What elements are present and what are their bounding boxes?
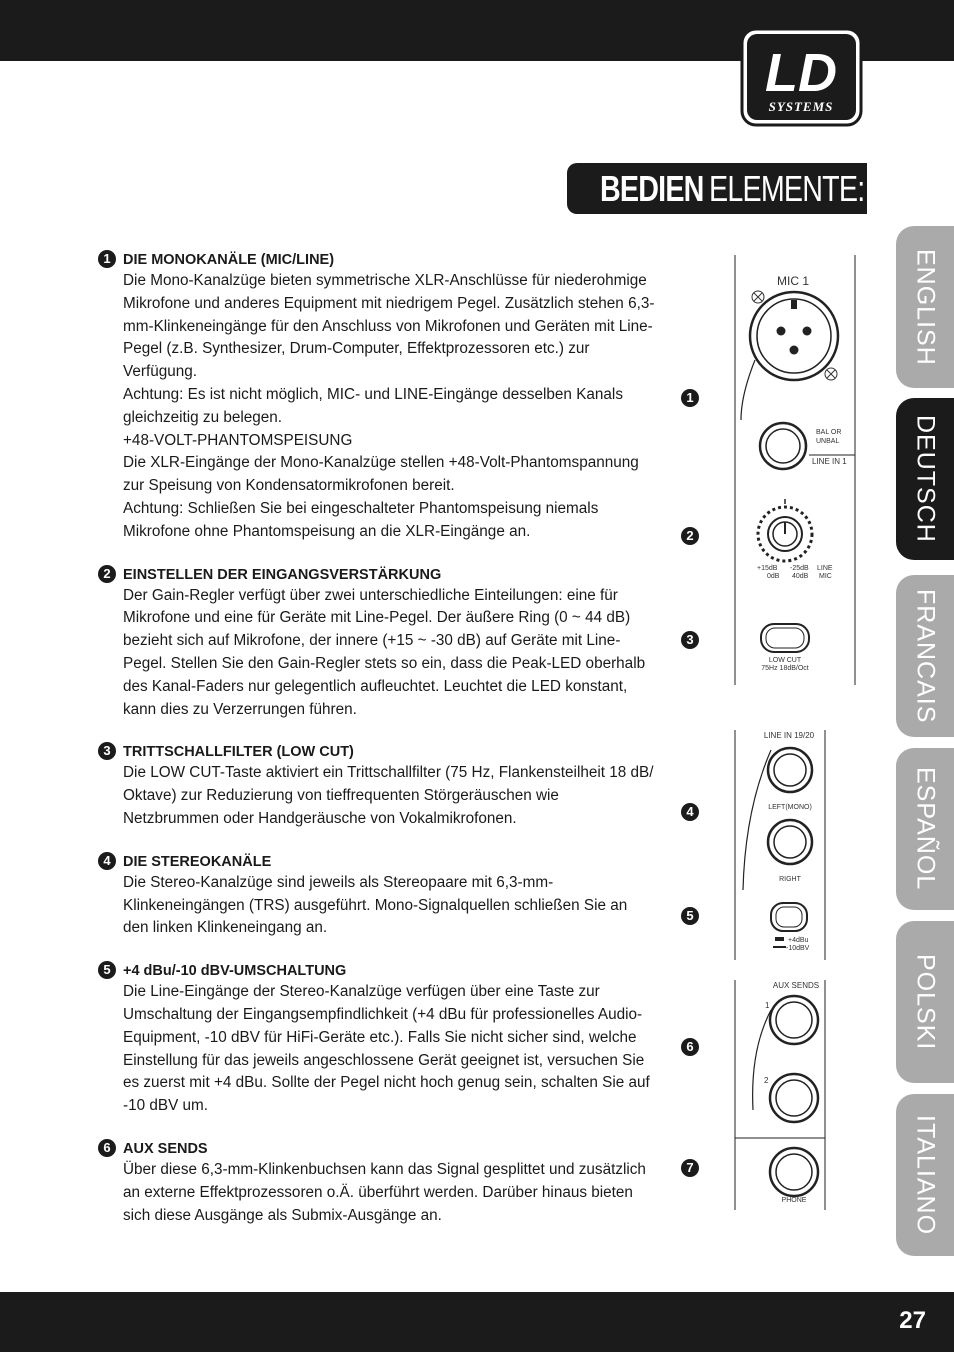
left-jack-icon <box>768 748 812 792</box>
low-cut-label-1: LOW CUT <box>768 657 802 664</box>
section-number: 5 <box>98 961 116 979</box>
svg-text:SYSTEMS: SYSTEMS <box>768 99 834 114</box>
gain-left-2: 0dB <box>767 573 780 580</box>
section-paragraph: Über diese 6,3-mm-Klinkenbuchsen kann das Signal gesplittet und zusätzlich an externe Effektprozessoren o.Ä. überführt werden. Darüber hinaus bieten sich diese Ausgänge als Submix-Ausgänge an. <box>123 1160 646 1224</box>
section-paragraph: Die Mono-Kanalzüge bieten symmetrische XLR-Anschlüsse für niederohmige Mikrofone und anderes Equipment mit niedrigem Pegel. Zusätzlich stehen 6,3-mm-Klinkeneingänge für den Anschluss von Mikrofonen und Geräten mit Line-Pegel (z.B. Synthesizer, Drum-Computer, Effektprozessoren etc.) zur Verfügung. <box>123 272 655 381</box>
stereo-label: LINE IN 19/20 <box>763 731 815 740</box>
switch-up-icon <box>775 937 784 941</box>
gain-right-1: LINE <box>817 565 833 572</box>
aux-1-jack-icon <box>770 996 818 1044</box>
panel-diagram-drawing <box>675 250 865 1220</box>
section-number: 4 <box>98 852 116 870</box>
section-mono-channels <box>96 250 656 544</box>
page-title <box>567 163 867 214</box>
line-in-label: LINE IN 1 <box>812 457 847 466</box>
mic-label: MIC 1 <box>776 274 810 288</box>
gain-mid-1: -25dB <box>790 565 809 572</box>
tab-espanol-label: ESPAÑOL <box>911 767 940 891</box>
ld-systems-logo <box>740 27 863 127</box>
tab-polski[interactable] <box>896 921 954 1083</box>
line-jack-icon <box>760 423 806 469</box>
tab-francais[interactable] <box>896 575 954 737</box>
aux-sends-label: AUX SENDS <box>772 981 820 990</box>
low-cut-label-2: 75Hz 18dB/Oct <box>761 665 809 672</box>
bottom-bar <box>0 1292 954 1352</box>
gain-right-2: MIC <box>819 573 832 580</box>
leader-line <box>741 360 755 420</box>
section-title: TRITTSCHALLFILTER (LOW CUT) <box>123 744 354 761</box>
left-mono-label: LEFT(MONO) <box>768 804 812 811</box>
section-paragraph: Die LOW CUT-Taste aktiviert ein Trittschallfilter (75 Hz, Flankensteilheit 18 dB/ Oktave) zur Reduzierung von tieffrequenten Störgeräuschen wie Netzbrummen oder Handgeräusche von Vokalmikrofonen. <box>123 764 654 827</box>
tab-francais-label: FRANCAIS <box>911 588 940 724</box>
diagram-marker: 1 <box>681 389 699 407</box>
right-label: RIGHT <box>779 876 801 883</box>
aux-1-label: 1 <box>765 1001 770 1010</box>
diagram-marker: 4 <box>681 803 699 821</box>
gain-left-1: +15dB <box>757 565 778 572</box>
tab-deutsch[interactable] <box>896 398 954 560</box>
tab-deutsch-label: DEUTSCH <box>911 415 940 543</box>
phone-jack-icon <box>770 1148 818 1196</box>
section-level-switch <box>96 961 656 1118</box>
panel-diagram <box>675 250 865 1220</box>
diagram-marker: 7 <box>681 1159 699 1177</box>
tab-polski-label: POLSKI <box>911 953 940 1051</box>
aux-2-label: 2 <box>764 1076 769 1085</box>
diagram-marker: 5 <box>681 907 699 925</box>
screw-icon <box>825 368 837 380</box>
section-number: 2 <box>98 565 116 583</box>
section-title: DIE STEREOKANÄLE <box>123 853 272 870</box>
phone-label: PHONE <box>781 1197 807 1204</box>
section-paragraph: Die Line-Eingänge der Stereo-Kanalzüge verfügen über eine Taste zur Umschaltung der Eingangsempfindlichkeit (+4 dBu für professionelles Audio-Equipment, -10 dBV für HiFi-Geräte etc.). Falls Sie nicht sicher sind, welche Einstellung für das jeweils angeschlossene Gerät geeignet ist, versuchen Sie es zuerst mit +4 dBu. Sollte der Pegel nicht hoch genug sein, schalten Sie auf -10 dBV um. <box>123 983 650 1115</box>
switch-down-icon <box>773 946 786 948</box>
screw-icon <box>752 291 764 303</box>
page-title-bold: BEDIEN <box>600 168 704 209</box>
bal-label-2: UNBAL <box>816 438 840 445</box>
section-paragraph: Die Stereo-Kanalzüge sind jeweils als Stereopaare mit 6,3-mm-Klinkeneingängen (TRS) ausgeführt. Mono-Signalquellen schließen Sie an den linken Klinkeneingang an. <box>123 873 628 937</box>
gain-knob-icon <box>758 499 812 561</box>
bal-label-1: BAL OR <box>816 429 842 436</box>
section-aux-sends <box>96 1139 656 1227</box>
aux-2-jack-icon <box>770 1074 818 1122</box>
tab-italiano[interactable] <box>896 1094 954 1256</box>
diagram-marker: 6 <box>681 1038 699 1056</box>
section-number: 6 <box>98 1139 116 1157</box>
section-number: 3 <box>98 742 116 760</box>
level-label-2: -10dBV <box>786 945 810 952</box>
section-gain <box>96 565 656 722</box>
section-title: EINSTELLEN DER EINGANGSVERSTÄRKUNG <box>123 566 442 583</box>
leader-line <box>753 1010 771 1110</box>
svg-text:LD: LD <box>765 43 837 103</box>
diagram-marker: 2 <box>681 527 699 545</box>
right-jack-icon <box>768 820 812 864</box>
main-content <box>96 250 656 1248</box>
section-paragraph: Der Gain-Regler verfügt über zwei unterschiedliche Einteilungen: eine für Mikrofone und eine für Geräte mit Line-Pegel. Der äußere Ring (0 ~ 44 dB) bezieht sich auf Mikrofone, der innere (+15 ~ -30 dB) auf Geräte mit Line-Pegel. Stellen Sie den Gain-Regler stets so ein, dass die Peak-LED oberhalb des Kanal-Faders nur gelegentlich aufleuchtet. Leuchtet die LED konstant, kann dies zu Verzerrungen führen. <box>123 586 646 718</box>
section-title: DIE MONOKANÄLE (MIC/LINE) <box>123 252 335 268</box>
section-low-cut <box>96 742 656 830</box>
xlr-input-icon <box>750 292 838 380</box>
gain-mid-2: 40dB <box>792 573 809 580</box>
page-title-light: ELEMENTE: <box>708 168 865 209</box>
section-paragraph: Achtung: Es ist nicht möglich, MIC- und LINE-Eingänge desselben Kanals gleichzeitig zu belegen. <box>123 385 623 426</box>
section-stereo-channels <box>96 852 656 940</box>
section-title: AUX SENDS <box>123 1140 208 1157</box>
section-paragraph: Achtung: Schließen Sie bei eingeschalteter Phantomspeisung niemals Mikrofone ohne Phantomspeisung an die XLR-Eingänge an. <box>123 499 599 540</box>
page-number: 27 <box>899 1307 926 1334</box>
level-switch-icon <box>771 903 807 931</box>
low-cut-button-icon <box>761 624 809 652</box>
section-paragraph: +48-VOLT-PHANTOMSPEISUNG <box>123 431 353 449</box>
tab-espanol[interactable] <box>896 748 954 910</box>
diagram-marker: 3 <box>681 631 699 649</box>
tab-english-label: ENGLISH <box>911 248 940 366</box>
tab-english[interactable] <box>896 226 954 388</box>
level-label-1: +4dBu <box>788 937 809 944</box>
section-number: 1 <box>98 250 116 268</box>
tab-italiano-label: ITALIANO <box>911 1114 940 1236</box>
section-title: +4 dBu/-10 dBV-UMSCHALTUNG <box>123 963 347 980</box>
section-paragraph: Die XLR-Eingänge der Mono-Kanalzüge stellen +48-Volt-Phantomspannung zur Speisung von Kondensatormikrofonen bereit. <box>123 454 639 495</box>
